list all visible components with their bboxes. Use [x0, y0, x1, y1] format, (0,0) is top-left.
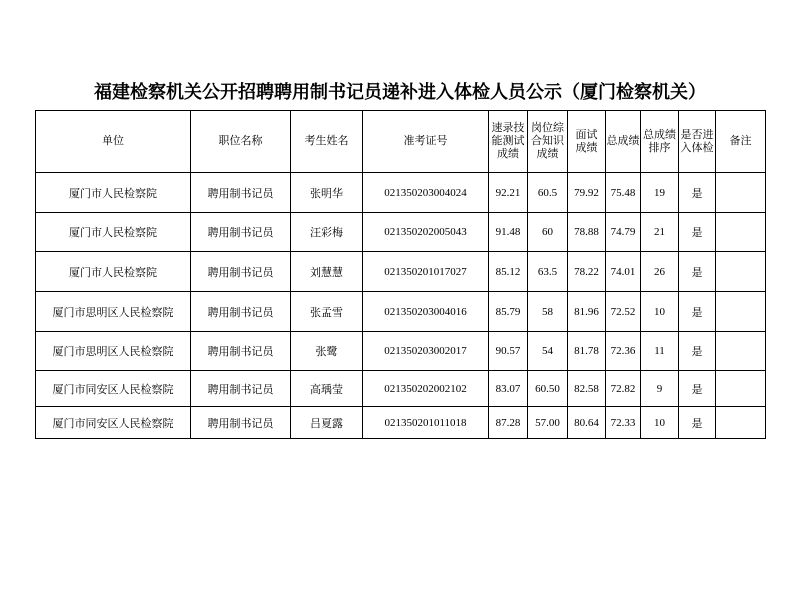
cell-unit: 厦门市人民检察院 — [36, 252, 191, 292]
cell-candidate-name: 高瑀莹 — [291, 371, 363, 407]
table-row — [36, 371, 766, 407]
cell-exam-number: 021350203002017 — [363, 332, 489, 371]
cell-total-score: 72.36 — [606, 332, 641, 371]
cell-unit: 厦门市思明区人民检察院 — [36, 332, 191, 371]
cell-knowledge-score: 60.50 — [528, 371, 568, 407]
cell-position: 聘用制书记员 — [191, 332, 291, 371]
cell-interview-score: 81.78 — [568, 332, 606, 371]
cell-total-score: 74.79 — [606, 213, 641, 252]
cell-remark — [716, 252, 766, 292]
cell-rank: 10 — [641, 407, 679, 439]
header-candidate-name: 考生姓名 — [291, 111, 363, 173]
header-remark: 备注 — [716, 111, 766, 173]
table-header-row — [36, 111, 766, 173]
cell-remark — [716, 292, 766, 332]
cell-candidate-name: 张鹭 — [291, 332, 363, 371]
cell-physical-exam: 是 — [679, 213, 716, 252]
header-exam-number: 准考证号 — [363, 111, 489, 173]
cell-knowledge-score: 57.00 — [528, 407, 568, 439]
cell-rank: 10 — [641, 292, 679, 332]
cell-position: 聘用制书记员 — [191, 407, 291, 439]
cell-candidate-name: 张明华 — [291, 173, 363, 213]
cell-unit: 厦门市同安区人民检察院 — [36, 407, 191, 439]
cell-remark — [716, 407, 766, 439]
cell-remark — [716, 371, 766, 407]
cell-physical-exam: 是 — [679, 252, 716, 292]
cell-total-score: 72.52 — [606, 292, 641, 332]
cell-unit: 厦门市同安区人民检察院 — [36, 371, 191, 407]
cell-exam-number: 021350202002102 — [363, 371, 489, 407]
cell-knowledge-score: 54 — [528, 332, 568, 371]
cell-rank: 19 — [641, 173, 679, 213]
cell-physical-exam: 是 — [679, 407, 716, 439]
cell-position: 聘用制书记员 — [191, 371, 291, 407]
cell-exam-number: 021350203004016 — [363, 292, 489, 332]
cell-rank: 11 — [641, 332, 679, 371]
candidates-table — [35, 110, 766, 439]
cell-interview-score: 80.64 — [568, 407, 606, 439]
cell-total-score: 72.33 — [606, 407, 641, 439]
header-unit: 单位 — [36, 111, 191, 173]
cell-typing-score: 87.28 — [489, 407, 528, 439]
cell-exam-number: 021350202005043 — [363, 213, 489, 252]
cell-exam-number: 021350203004024 — [363, 173, 489, 213]
cell-rank: 21 — [641, 213, 679, 252]
cell-candidate-name: 汪彩梅 — [291, 213, 363, 252]
cell-rank: 9 — [641, 371, 679, 407]
cell-knowledge-score: 60 — [528, 213, 568, 252]
cell-unit: 厦门市人民检察院 — [36, 213, 191, 252]
cell-typing-score: 92.21 — [489, 173, 528, 213]
cell-rank: 26 — [641, 252, 679, 292]
cell-interview-score: 78.22 — [568, 252, 606, 292]
cell-knowledge-score: 63.5 — [528, 252, 568, 292]
header-position: 职位名称 — [191, 111, 291, 173]
cell-physical-exam: 是 — [679, 173, 716, 213]
cell-candidate-name: 张孟雪 — [291, 292, 363, 332]
cell-typing-score: 85.79 — [489, 292, 528, 332]
cell-typing-score: 83.07 — [489, 371, 528, 407]
cell-typing-score: 91.48 — [489, 213, 528, 252]
cell-physical-exam: 是 — [679, 292, 716, 332]
cell-total-score: 72.82 — [606, 371, 641, 407]
table-row — [36, 173, 766, 213]
table-row — [36, 252, 766, 292]
cell-candidate-name: 吕夏露 — [291, 407, 363, 439]
header-knowledge-score: 岗位综 合知识 成绩 — [528, 111, 568, 173]
cell-total-score: 74.01 — [606, 252, 641, 292]
page-title: 福建检察机关公开招聘聘用制书记员递补进入体检人员公示（厦门检察机关） — [94, 82, 706, 102]
cell-physical-exam: 是 — [679, 371, 716, 407]
cell-typing-score: 90.57 — [489, 332, 528, 371]
cell-unit: 厦门市思明区人民检察院 — [36, 292, 191, 332]
header-typing-score: 速录技 能测试 成绩 — [489, 111, 528, 173]
header-total-score: 总成绩 — [606, 111, 641, 173]
cell-knowledge-score: 60.5 — [528, 173, 568, 213]
cell-total-score: 75.48 — [606, 173, 641, 213]
cell-exam-number: 021350201011018 — [363, 407, 489, 439]
cell-candidate-name: 刘慧慧 — [291, 252, 363, 292]
cell-unit: 厦门市人民检察院 — [36, 173, 191, 213]
cell-typing-score: 85.12 — [489, 252, 528, 292]
cell-knowledge-score: 58 — [528, 292, 568, 332]
cell-interview-score: 79.92 — [568, 173, 606, 213]
header-rank: 总成绩 排序 — [641, 111, 679, 173]
cell-remark — [716, 213, 766, 252]
cell-position: 聘用制书记员 — [191, 252, 291, 292]
cell-remark — [716, 332, 766, 371]
cell-interview-score: 81.96 — [568, 292, 606, 332]
cell-remark — [716, 173, 766, 213]
table-row — [36, 292, 766, 332]
cell-exam-number: 021350201017027 — [363, 252, 489, 292]
cell-position: 聘用制书记员 — [191, 292, 291, 332]
table-row — [36, 213, 766, 252]
cell-interview-score: 78.88 — [568, 213, 606, 252]
header-physical-exam: 是否进 入体检 — [679, 111, 716, 173]
header-interview-score: 面试 成绩 — [568, 111, 606, 173]
cell-position: 聘用制书记员 — [191, 213, 291, 252]
table-row — [36, 332, 766, 371]
cell-position: 聘用制书记员 — [191, 173, 291, 213]
cell-interview-score: 82.58 — [568, 371, 606, 407]
cell-physical-exam: 是 — [679, 332, 716, 371]
table-row — [36, 407, 766, 439]
